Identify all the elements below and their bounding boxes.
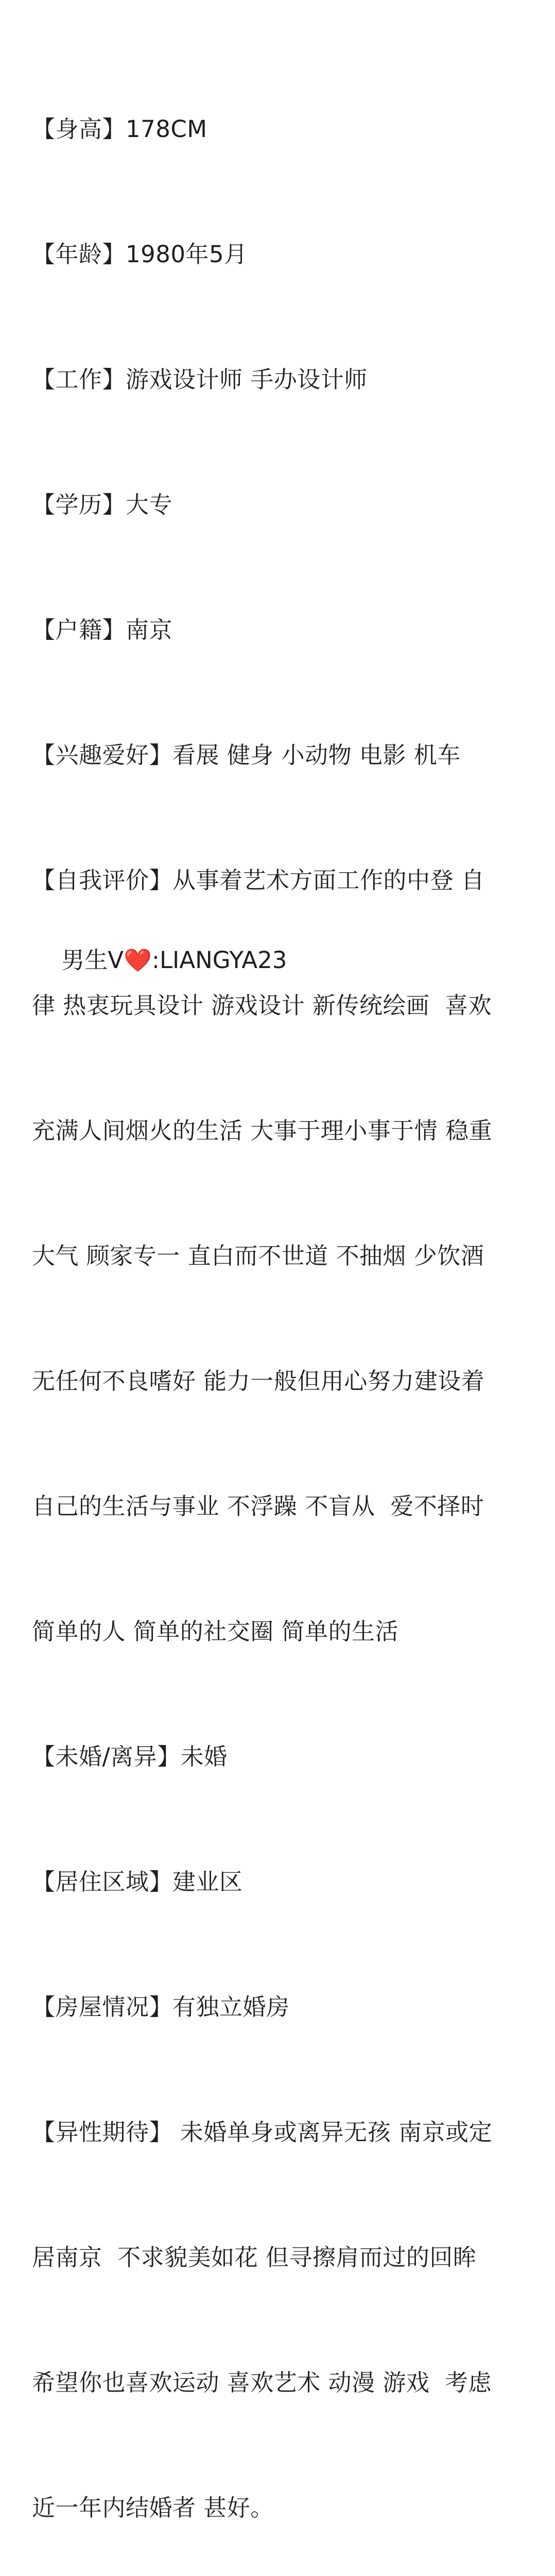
education-line: 【学历】大专 (32, 491, 173, 518)
contact-id: :LIANGYA23 (151, 946, 287, 974)
contact-line (32, 897, 287, 1023)
self-evaluation-line-4: 大气 顾家专一 直白而不世道 不抽烟 少饮酒 (32, 1242, 484, 1269)
profile-text (32, 25, 526, 2576)
age-line: 【年龄】1980年5月 (32, 241, 248, 268)
partner-expectation-line-4: 近一年内结婚者 甚好。 (32, 2494, 274, 2521)
housing-line: 【房屋情况】有独立婚房 (32, 1993, 290, 2021)
partner-expectation-line-1: 【异性期待】 未婚单身或离异无孩 南京或定 (32, 2119, 493, 2146)
residence-area-line: 【居住区域】建业区 (32, 1868, 243, 1895)
self-evaluation-line-5: 无任何不良嗜好 能力一般但用心努力建设着 (32, 1367, 485, 1395)
job-line: 【工作】游戏设计师 手办设计师 (32, 366, 368, 393)
partner-expectation-line-2: 居南京 不求貌美如花 但寻擦肩而过的回眸 (32, 2244, 477, 2271)
height-line: 【身高】178CM (32, 115, 207, 143)
hobbies-line: 【兴趣爱好】看展 健身 小动物 电影 机车 (32, 741, 461, 769)
hukou-line: 【户籍】南京 (32, 616, 173, 643)
self-evaluation-line-1: 【自我评价】从事着艺术方面工作的中登 自 (32, 867, 485, 894)
heart-icon: ❤️ (124, 947, 152, 974)
self-evaluation-line-6: 自己的生活与事业 不浮躁 不盲从 爱不择时 (32, 1493, 484, 1520)
self-evaluation-line-2: 律 热衷玩具设计 游戏设计 新传统绘画 喜欢 (32, 992, 492, 1019)
self-evaluation-line-7: 简单的人 简单的社交圈 简单的生活 (32, 1618, 399, 1645)
partner-expectation-line-3: 希望你也喜欢运动 喜欢艺术 动漫 游戏 考虑 (32, 2369, 492, 2396)
contact-prefix: 男生V (61, 946, 124, 974)
self-evaluation-line-3: 充满人间烟火的生活 大事于理小事于情 稳重 (32, 1117, 493, 1144)
marital-status-line: 【未婚/离异】未婚 (32, 1743, 228, 1770)
